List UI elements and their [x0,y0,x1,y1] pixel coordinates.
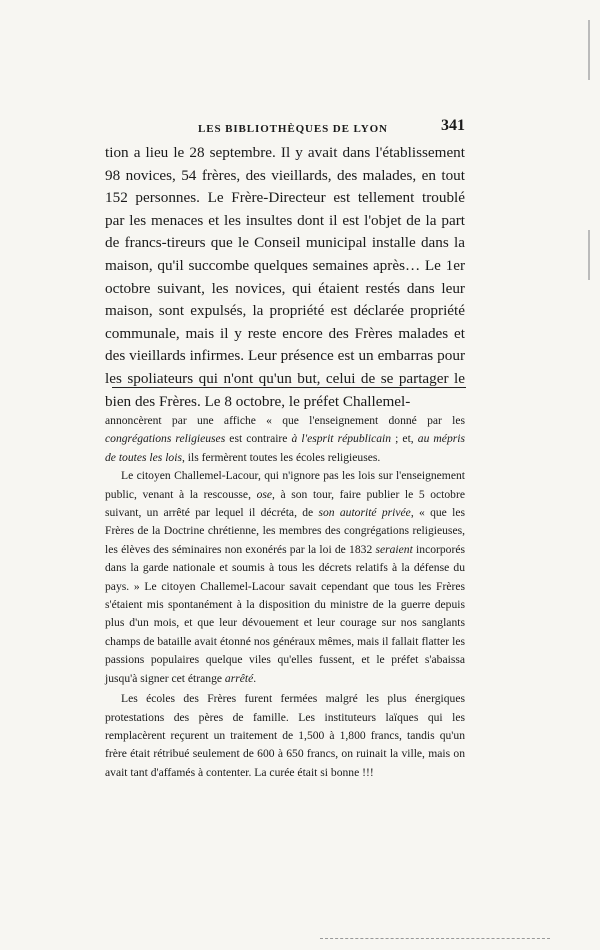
note1-part-b: congrégations religieuses [105,432,226,446]
note2-part-b: ose [256,487,273,501]
note-paragraph-2 [105,467,465,688]
main-paragraph: tion a lieu le 28 septembre. Il y avait dans l'établissement 98 novices, 54 frères, des vieillards, des malades, en tout 152 personnes. Le Frère-Directeur est tellement troublé par les menaces et les insultes dont il est l'objet de la part de francs-tireurs que le Conseil municipal installe dans la maison, qu'il succombe quelques semaines après… Le 1er octobre suivant, les novices, qui étaient restés dans leur maison, sont expulsés, la propriété est déclarée propriété communale, mais il y reste encore des Frères malades et des vieillards infirmes. Leur présence est un embarras pour les spoliateurs qui n'ont qu'un but, celui de se partager le bien des Frères. Le 8 octobre, le préfet Challemel- [105,144,465,410]
scan-edge-mark-top [588,20,590,80]
note1-part-f: au mépris de toutes les lois [105,432,465,464]
note2-part-a: Le citoyen Challemel-Lacour, qui n'ignore pas les lois sur l'enseignement public, venant à la rescousse, [105,469,465,501]
running-title: LES BIBLIOTHÈQUES DE LYON [198,123,388,135]
footnote-separator [112,387,466,388]
note2-part-d: son autorité privée [318,506,411,520]
note2-part-e: , « que les Frères de la Doctrine chrétienne, les membres des congrégations religieuses, les élèves des séminaires non exonérés par la loi de 1832 [105,506,465,556]
note1-part-c: est contraire [225,432,292,446]
note-paragraph-3: Les écoles des Frères furent fermées malgré les plus énergiques protestations des pères de famille. Les instituteurs laïques qui les remplacèrent reçurent un traitement de 1,500 à 1,800 francs, tandis qu'un frère était rétribué seulement de 600 à 650 francs, on ruinait la ville, mais on avait tant d'affamés à contenter. La curée était si bonne !!! [105,692,465,779]
note1-part-g: , ils fermèrent toutes les écoles religieuses. [181,450,381,464]
scan-bottom-marks [320,938,550,941]
note2-part-c: , à son tour, faire publier le 5 octobre suivant, un arrêté par lequel il décréta, de [105,487,465,520]
footnotes [105,412,465,782]
page-header [160,117,465,139]
note1-part-d: à l'esprit républicain [291,432,392,446]
page-number: 341 [441,117,465,134]
note2-part-g: incorporés dans la garde nationale et soumis à tous les décrets relatifs à la défense du pays. » Le citoyen Challemel-Lacour savait cependant que tous les Frères s'étaient mis spontanément à la disposition du ministre de la guerre depuis plus d'un mois, et que leur dévouement et leur courage sur nos sanglants champs de bataille avait étonné nos généraux mêmes, mais il fallait flatter les passions populaires quelque viles qu'elles fussent, et le préfet s'abaissa jusqu'à signer cet étrange [105,542,465,685]
note1-part-a: annoncèrent par une affiche « que l'enseignement donné par les [105,414,465,427]
note2-part-i: . [253,671,257,685]
note-paragraph-1 [105,412,465,467]
note2-part-h: arrêté [224,671,254,685]
note2-part-f: seraient [375,542,413,556]
scan-edge-mark-middle [588,230,590,280]
note1-part-e: ; et, [391,432,418,446]
main-text [105,142,465,413]
